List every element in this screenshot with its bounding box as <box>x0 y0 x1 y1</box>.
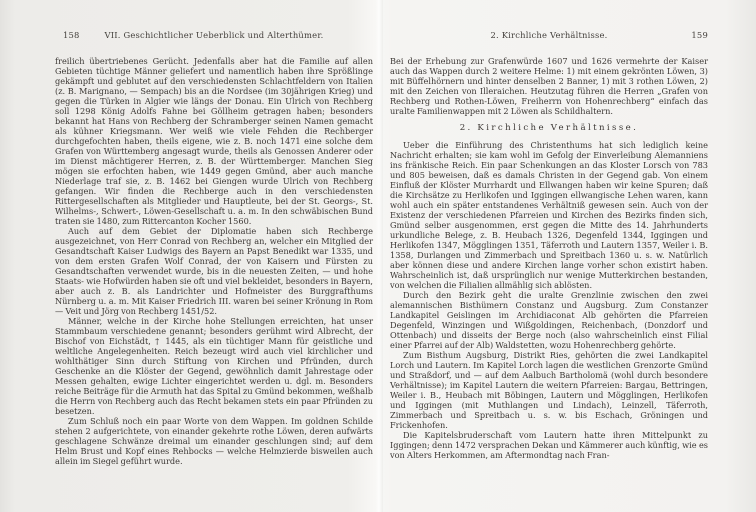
running-head-title-right: 2. Kirchliche Verhältnisse. <box>490 30 608 40</box>
paragraph: Die Kapitelsbruderschaft vom Lautern hatte ihren Mittelpunkt zu Iggingen; denn 1472 versprachen Dekan und Kämmerer auch künftig, wie es von Alters Herkommen, am Aftermondtag nach Fran- <box>390 430 708 460</box>
page-number-right: 159 <box>691 30 708 40</box>
running-header-left <box>55 30 373 42</box>
page-number-left: 158 <box>63 30 80 40</box>
paragraph: Zum Schluß noch ein paar Worte von dem Wappen. Im goldnen Schilde stehen 2 aufgerichtete, von einander gekehrte rothe Löwen, deren aufwärts geschlagene Schwänze dreimal um einander geschlungen sind; auf dem Helm Brust und Kopf eines Rehbocks — welche Helmzierde bisweilen auch allein im Siegel geführt wurde. <box>55 416 373 466</box>
page-right <box>378 0 756 512</box>
paragraph: Bei der Erhebung zur Grafenwürde 1607 und 1626 vermehrte der Kaiser auch das Wappen durch 2 weitere Helme: 1) mit einem gekrönten Löwen, 3) mit Büffelhörnern und hinter denselben 2 Banner, 1) mit 3 rothen Löwen, 2) mit den Zeichen von Illeraichen. Heutzutag führen die Herren „Grafen von Rechberg und Rothen-Löwen, Freiherrn von Hohenrechberg“ einfach das uralte Familienwappen mit 2 Löwen als Schildhaltern. <box>390 56 708 116</box>
paragraph: Auch auf dem Gebiet der Diplomatie haben sich Rechberge ausgezeichnet, von Herr Conrad von Rechberg an, welcher ein Mitglied der Gesandtschaft Kaiser Ludwigs des Bayern an Papst Benedikt war 1335, und von dem ersten Grafen Wolf Conrad, der von Kaisern und Fürsten zu Gesandtschaften verwendet wurde, bis in die neuesten Zeiten, — und hohe Staats- wie Hofwürden haben sie oft und viel bekleidet, besonders in Bayern, aber auch z. B. als Landrichter und Hofmeister des Burggrafthums Nürnberg u. a. m. Mit Kaiser Friedrich III. waren bei seiner Krönung in Rom — Veit und Jörg von Rechberg 1451/52. <box>55 226 373 316</box>
paragraph: Zum Bisthum Augsburg, Distrikt Ries, gehörten die zwei Landkapitel Lorch und Lautern. Im Kapitel Lorch lagen die westlichen Grenzorte Gmünd und Straßdorf, und — auf dem Aalbuch Bartholomä (wohl durch besondere Verhältnisse); im Kapitel Lautern die weitern Pfarreien: Bargau, Bettringen, Weiler i. B., Heubach mit Böbingen, Lautern und Mögglingen, Herlikofen und Iggingen (mit Muthlangen und Lindach), Leinzell, Täferroth, Zimmerbach und Spreitbach u. s. w. bis Eschach, Gröningen und Frickenhofen. <box>390 350 708 430</box>
paragraph: Durch den Bezirk geht die uralte Grenzlinie zwischen den zwei alemannischen Bisthümern Constanz und Augsburg. Zum Constanzer Landkapitel Geislingen im Archidiaconat Alb gehörten die Pfarreien Degenfeld, Winzingen und Wißgoldingen, Reichenbach, (Donzdorf und Ottenbach) und disseits der Berge noch (also wahrscheinlich einst Filial einer Pfarrei auf der Alb) Waldstetten, wozu Hohenrechberg gehörte. <box>390 290 708 350</box>
page-body-right <box>390 56 708 460</box>
page-body-left <box>55 56 373 466</box>
paragraph: Ueber die Einführung des Christenthums hat sich lediglich keine Nachricht erhalten; sie kam wohl im Gefolg der Einverleibung Alemanniens ins fränkische Reich. Ein paar Schenkungen an das Kloster Lorsch von 783 und 805 beweisen, daß es damals Christen in der Gegend gab. Von einem Einfluß der Klöster Murrhardt und Ellwangen haben wir keine Spuren; daß die Kirchsätze zu Herlikofen und Iggingen ellwangische Lehen waren, kann wohl auch ein später entstandenes Verhältniß gewesen sein. Auch von der Existenz der verschiedenen Pfarreien und Kirchen des Bezirks finden sich, Gmünd selber ausgenommen, erst gegen die Mitte des 14. Jahrhunderts urkundliche Belege, z. B. Heubach 1326, Degenfeld 1344, Iggingen und Herlikofen 1347, Mögglingen 1351, Täferroth und Lautern 1357, Weiler i. B. 1358, Durlangen und Zimmerbach und Spreitbach 1360 u. s. w. Natürlich aber können diese und andere Kirchen lange vorher schon existirt haben. Wahrscheinlich ist, daß ursprünglich nur wenige Mutterkirchen bestanden, von welchen die Filialien allmählig sich ablösten. <box>390 140 708 290</box>
running-header-right <box>390 30 708 42</box>
paragraph: Männer, welche in der Kirche hohe Stellungen erreichten, hat unser Stammbaum verschiedene genannt; besonders gerühmt wird Albrecht, der Bischof von Eichstädt, † 1445, als ein tüchtiger Mann für geistliche und weltliche Angelegenheiten. Reich bezeugt wird auch viel kirchlicher und wohlthätiger Sinn durch Stiftung von Kirchen und Pfründen, durch Geschenke an die Klöster der Gegend, gewöhnlich damit Jahrestage oder Messen gehalten, ewige Lichter eingerichtet werden u. dgl. m. Besonders reiche Beiträge für die Armuth hat das Spital zu Gmünd bekommen, weßhalb die Herrn von Rechberg auch das Recht bekamen stets ein paar Pfründen zu besetzen. <box>55 316 373 416</box>
section-heading: 2. Kirchliche Verhältnisse. <box>459 123 639 133</box>
paragraph: freilich übertriebenes Gerücht. Jedenfalls aber hat die Familie auf allen Gebieten tüchtige Männer geliefert und namentlich haben ihre Sprößlinge gekämpft und geblutet auf den verschiedensten Schlachtfeldern von Italien (z. B. Marignano, — Sempach) bis an die Nordsee (im 30jährigen Krieg) und gegen die Türken in Algier wie längs der Donau. Ein Ulrich von Rechberg soll 1298 König Adolfs Fahne bei Göllheim getragen haben; besonders bekannt hat Hans von Rechberg der Schramberger seinen Namen gemacht als kühner Kriegsmann. Wer weiß wie viele Fehden die Rechberger durchgefochten haben, theils eigene, wie z. B. noch 1471 eine solche dem Grafen von Württemberg angesagt wurde, theils als Genossen Anderer oder im Dienst mächtigerer Herren, z. B. der Württemberger. Manchen Sieg mögen sie erfochten haben, wie 1449 gegen Gmünd, aber auch manche Niederlage traf sie, z. B. 1462 bei Giengen wurde Ulrich von Rechberg gefangen. Wir finden die Rechberge auch in den verschiedensten Rittergesellschaften als Mitglieder und Hauptleute, bei der St. Georgs-, St. Wilhelms-, Schwert-, Löwen-Gesellschaft u. a. m. In den schwäbischen Bund traten sie 1480, zum Rittercanton Kocher 1560. <box>55 56 373 226</box>
running-head-title-left: VII. Geschichtlicher Ueberblick und Alterthümer. <box>104 30 324 40</box>
